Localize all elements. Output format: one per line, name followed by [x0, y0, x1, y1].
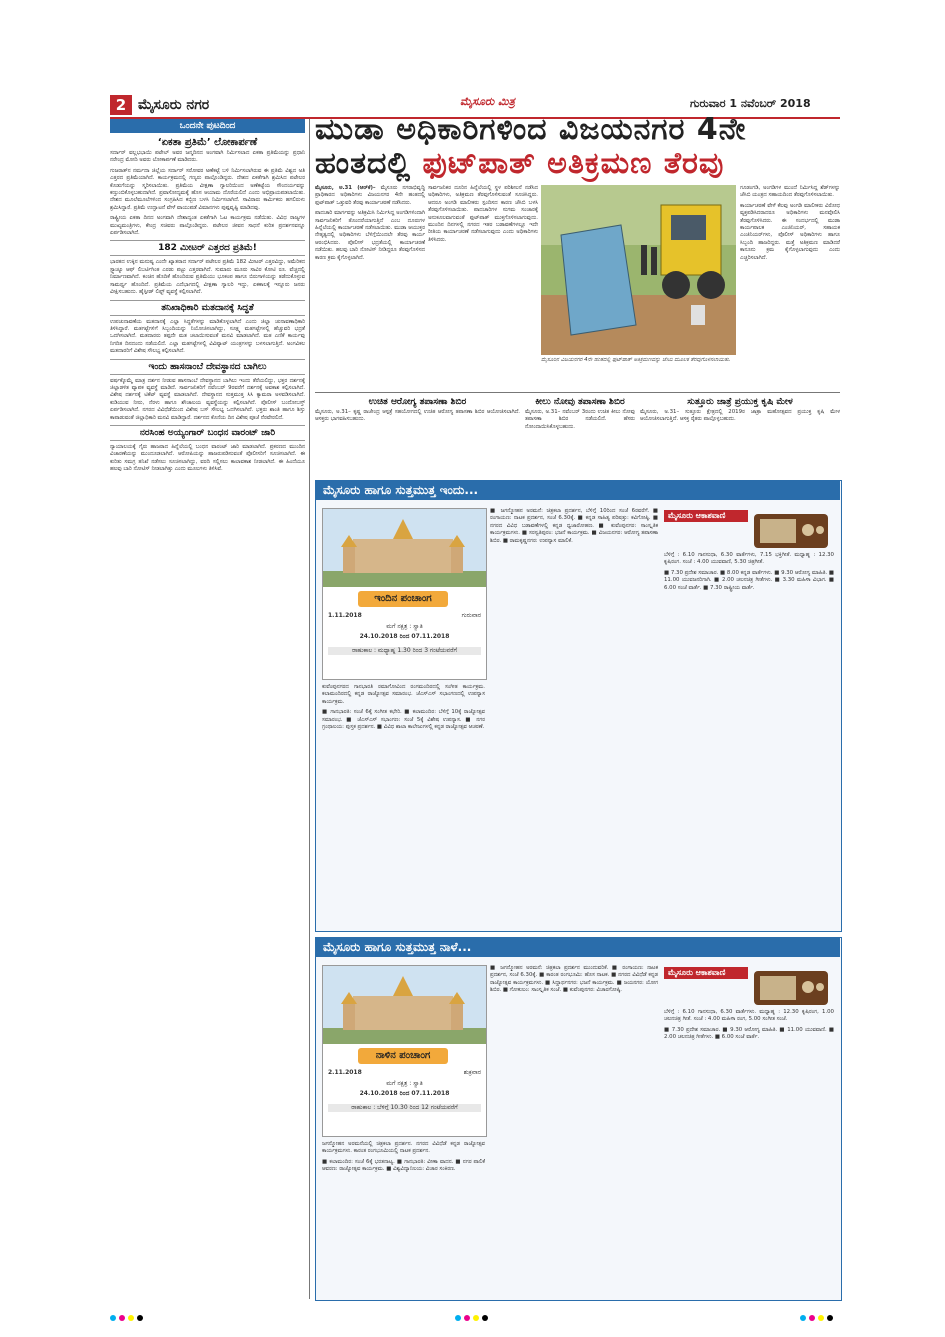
tomorrow-radio-text: ಬೆಳಿಗ್ಗೆ : 6.10 ಗಾನಸುಧಾ, 6.30 ವಾರ್ತೆಗಳು. ಮಧ್ಯಾಹ್ನ : 12.30 ಕೃಷಿರಂಗ, 1.00 ಚಲನಚಿತ್ರ ಗೀತೆ. ಸಂಜೆ : 4.00 ಮಹಿಳಾ ರಂಗ, 5.00 ಸಂಗೀತ ಸಂಜೆ. ■ 7.30 ಪ್ರದೇಶ ಸಮಾಚಾರ. ■ 9.30 ಆರೋಗ್ಯ ಮಾಹಿತಿ. ■ 11.00 ಯುವವಾಣಿ. ■ 2.00 ಚಲನಚಿತ್ರ ಗೀತೆಗಳು. ■ 6.00 ಸಂಜೆ ವಾರ್ತೆ.: [664, 1009, 834, 1041]
today-nakshatra: ಮಗೆ ನಕ್ಷತ್ರ : ಸ್ವಾತಿ: [386, 623, 423, 630]
today-radio-text: ಬೆಳಿಗ್ಗೆ : 6.10 ಗಾನಸುಧಾ, 6.30 ವಾರ್ತೆಗಳು, 7.15 ಭಕ್ತಿಗೀತೆ. ಮಧ್ಯಾಹ್ನ : 12.30 ಕೃಷಿರಂಗ. ಸಂಜೆ : 4.00 ಯುವವಾಣಿ, 5.30 ಚಿತ್ರಗೀತೆ. ■ 7.30 ಪ್ರದೇಶ ಸಮಾಚಾರ. ■ 8.00 ಕನ್ನಡ ವಾರ್ತೆಗಳು. ■ 9.30 ಆರೋಗ್ಯ ಮಾಹಿತಿ. ■ 11.00 ಯುವಜನರಿಗಾಗಿ. ■ 2.00 ಚಲನಚಿತ್ರ ಗೀತೆಗಳು. ■ 3.30 ಮಹಿಳಾ ವಿಭಾಗ. ■ 6.00 ಸಂಜೆ ವಾರ್ತೆ. ■ 7.30 ರಾಷ್ಟ್ರೀಯ ವಾರ್ತೆ.: [664, 552, 834, 591]
today-radio-head: ಮೈಸೂರು ಆಕಾಶವಾಣಿ: [664, 510, 748, 522]
today-day: ಗುರುವಾರ: [461, 612, 481, 619]
tomorrow-rahukala: ರಾಹುಕಾಲ : ಬೆಳಿಗ್ಗೆ 10.30 ರಿಂದ 12 ಗಂಟೆಯವರೆಗೆ: [328, 1104, 481, 1112]
masthead: ಮೈಸೂರು ಮಿತ್ರ: [460, 95, 515, 108]
subhead-warrant: ನರಸಿಂಹ ಅಯ್ಯಂಗಾರ್ ಬಂಧನ ವಾರಂಟ್ ಜಾರಿ: [110, 425, 305, 441]
page-number: 2: [110, 95, 132, 115]
lead-headline-line1: ಮುಡಾ ಅಧಿಕಾರಿಗಳಿಂದ ವಿಜಯನಗರ 4ನೇ: [315, 112, 747, 147]
today-period: 24.10.2018 ರಿಂದ 07.11.2018: [359, 633, 450, 640]
section-title: ಮೈಸೂರು ನಗರ: [138, 97, 210, 113]
brief-joint-camp: ಕೀಲು ನೋವು ತಪಾಸಣಾ ಶಿಬಿರ ಮೈಸೂರು, ಅ.31– ನವೆಂಬರ್ 3ರಂದು ಉಚಿತ ಕೀಲು ನೋವು ತಪಾಸಣಾ ಶಿಬಿರ ನಡೆಯಲಿದೆ. ಹೆಸರು ನೋಂದಾಯಿಸಿಕೊಳ್ಳಬಹುದು.: [525, 397, 635, 430]
issue-date: ಗುರುವಾರ 1 ನವೆಂಬರ್ 2018: [690, 97, 811, 110]
today-panchanga-banner: ಇಂದಿನ ಪಂಚಾಂಗ: [358, 591, 448, 607]
print-marks-center: [455, 1306, 491, 1325]
today-events-col2: ■ ಜಗನ್ಮೋಹನ ಅರಮನೆ: ಚಿತ್ರಕಲಾ ಪ್ರದರ್ಶನ, ಬೆಳಿಗ್ಗೆ 10ರಿಂದ ಸಂಜೆ 6ರವರೆಗೆ. ■ ರಂಗಾಯಣ: ನಾಟಕ ಪ್ರದರ್ಶನ, ಸಂಜೆ 6.30ಕ್ಕೆ. ■ ಕನ್ನಡ ಸಾಹಿತ್ಯ ಪರಿಷತ್ತು: ಕವಿಗೋಷ್ಠಿ. ■ ನಗರದ ವಿವಿಧ ಬಡಾವಣೆಗಳಲ್ಲಿ ಕನ್ನಡ ಧ್ವಜಾರೋಹಣ. ■ ಕುವೆಂಪುನಗರ: ಸಾಂಸ್ಕೃತಿಕ ಕಾರ್ಯಕ್ರಮಗಳು. ■ ಸರಸ್ವತಿಪುರಂ: ಭಜನೆ ಕಾರ್ಯಕ್ರಮ. ■ ವಿಜಯನಗರ: ಆರೋಗ್ಯ ತಪಾಸಣಾ ಶಿಬಿರ. ■ ರಾಮಕೃಷ್ಣನಗರ: ಉಪನ್ಯಾಸ ಮಾಲಿಕೆ.: [490, 508, 658, 544]
lead-headline-highlight: ಫುಟ್‌ಪಾತ್ ಅತಿಕ್ರಮಣ ತೆರವು: [422, 146, 725, 181]
today-rahukala: ರಾಹುಕಾಲ : ಮಧ್ಯಾಹ್ನ 1.30 ರಿಂದ 3 ಗಂಟೆಯವರೆಗೆ: [328, 647, 481, 655]
left-column: ‘ಏಕತಾ ಪ್ರತಿಮೆ’ ಲೋಕಾರ್ಪಣೆ ಸರ್ದಾರ್ ವಲ್ಲಭಭಾಯಿ ಪಟೇಲ್ ಅವರ ಜನ್ಮದಿನದ ಅಂಗವಾಗಿ ನಿರ್ಮಿಸಲಾದ ಏಕತಾ ಪ್ರತಿಮೆಯನ್ನು ಪ್ರಧಾನಿ ನರೇಂದ್ರ ಮೋದಿ ಅವರು ಲೋಕಾರ್ಪಣೆ ಮಾಡಿದರು. ಗುಜರಾತ್‌ನ ನರ್ಮದಾ ಜಿಲ್ಲೆಯ ಸರ್ದಾರ್ ಸರೋವರ ಅಣೆಕಟ್ಟೆ ಬಳಿ ನಿರ್ಮಿಸಲಾಗಿರುವ ಈ ಪ್ರತಿಮೆ ವಿಶ್ವದ ಅತಿ ಎತ್ತರದ ಪ್ರತಿಮೆಯಾಗಿದೆ. ಕಾರ್ಯಕ್ರಮದಲ್ಲಿ ಗಣ್ಯರು ಪಾಲ್ಗೊಂಡಿದ್ದರು. ದೇಶದ ಏಕತೆಗಾಗಿ ಶ್ರಮಿಸಿದ ಪಟೇಲರ ಕೊಡುಗೆಯನ್ನು ಸ್ಮರಿಸಲಾಯಿತು. ಪ್ರತಿಮೆಯ ವೀಕ್ಷಣಾ ಗ್ಯಾಲರಿಯಿಂದ ಅಣೆಕಟ್ಟೆಯ ಸೌಂದರ್ಯವನ್ನು ಕಣ್ತುಂಬಿಕೊಳ್ಳಬಹುದಾಗಿದೆ. ಪ್ರವಾಸೋದ್ಯಮಕ್ಕೆ ಹೊಸ ಆಯಾಮ ದೊರೆಯಲಿದೆ ಎಂದು ಅಭಿಪ್ರಾಯಪಡಲಾಯಿತು. ದೇಶದ ಮೂಲೆಮೂಲೆಗಳಿಂದ ಸಂಗ್ರಹಿಸಿದ ಕಬ್ಬಿಣ ಬಳಸಿ ನಿರ್ಮಿಸಲಾಗಿದೆ. ಸಾವಿರಾರು ಕಾರ್ಮಿಕರು ಹಗಲಿರುಳು ಶ್ರಮಿಸಿದ್ದಾರೆ. ಪ್ರತಿಮೆ ಉದ್ಘಾಟನೆ ವೇಳೆ ವಾಯುಪಡೆ ವಿಮಾನಗಳು ಪುಷ್ಪವೃಷ್ಟಿ ಮಾಡಿದವು. ರಾಷ್ಟ್ರೀಯ ಏಕತಾ ದಿನದ ಅಂಗವಾಗಿ ದೇಶಾದ್ಯಂತ ಏಕತೆಗಾಗಿ ಓಟ ಕಾರ್ಯಕ್ರಮ ನಡೆಯಿತು. ವಿವಿಧ ರಾಜ್ಯಗಳ ಮುಖ್ಯಮಂತ್ರಿಗಳು, ಕೇಂದ್ರ ಸಚಿವರು ಪಾಲ್ಗೊಂಡಿದ್ದರು. ಪಟೇಲರ ಜೀವನ ಸಾಧನೆ ಕುರಿತ ಪ್ರದರ್ಶನವನ್ನೂ ಏರ್ಪಡಿಸಲಾಗಿದೆ. 182 ಮೀಟರ್ ಎತ್ತರದ ಪ್ರತಿಮೆ! ಭಾರತದ ಉಕ್ಕಿನ ಮನುಷ್ಯ ಎಂದೇ ಖ್ಯಾತರಾದ ಸರ್ದಾರ್ ಪಟೇಲರ ಪ್ರತಿಮೆ 182 ಮೀಟರ್ ಎತ್ತರವಿದ್ದು, ಅಮೆರಿಕದ ಸ್ಟ್ಯಾಚ್ಯೂ ಆಫ್ ಲಿಬರ್ಟಿಗಿಂತ ಎರಡು ಪಟ್ಟು ಎತ್ತರವಾಗಿದೆ. ಸುಮಾರು ಮೂರು ಸಾವಿರ ಕೋಟಿ ರೂ. ವೆಚ್ಚದಲ್ಲಿ ನಿರ್ಮಾಣವಾಗಿದೆ. ಕಂಚಿನ ಹೊದಿಕೆ ಹೊಂದಿರುವ ಪ್ರತಿಮೆಯು ಭೂಕಂಪ ಹಾಗೂ ಬಿರುಗಾಳಿಯನ್ನು ತಡೆದುಕೊಳ್ಳುವ ಸಾಮರ್ಥ್ಯ ಹೊಂದಿದೆ. ಪ್ರತಿಮೆಯ ಎದೆಭಾಗದಲ್ಲಿ ವೀಕ್ಷಣಾ ಗ್ಯಾಲರಿ ಇದ್ದು, ಏಕಕಾಲಕ್ಕೆ ಇನ್ನೂರು ಜನರು ವೀಕ್ಷಿಸಬಹುದು. ಹೈಸ್ಪೀಡ್ ಲಿಫ್ಟ್ ವ್ಯವಸ್ಥೆ ಕಲ್ಪಿಸಲಾಗಿದೆ. ತನಿಖಾಧಿಕಾರಿ ಮತದಾನಕ್ಕೆ ಸಿದ್ಧತೆ ಉಪಚುನಾವಣೆಯ ಮತದಾನಕ್ಕೆ ಎಲ್ಲಾ ಸಿದ್ಧತೆಗಳನ್ನು ಮಾಡಿಕೊಳ್ಳಲಾಗಿದೆ ಎಂದು ಜಿಲ್ಲಾ ಚುನಾವಣಾಧಿಕಾರಿ ತಿಳಿಸಿದ್ದಾರೆ. ಮತಗಟ್ಟೆಗಳಿಗೆ ಸಿಬ್ಬಂದಿಯನ್ನು ನಿಯೋಜಿಸಲಾಗಿದ್ದು, ಸೂಕ್ಷ್ಮ ಮತಗಟ್ಟೆಗಳಲ್ಲಿ ಹೆಚ್ಚುವರಿ ಭದ್ರತೆ ಒದಗಿಸಲಾಗಿದೆ. ಮತದಾರರು ತಪ್ಪದೇ ಮತ ಚಲಾಯಿಸುವಂತೆ ಮನವಿ ಮಾಡಲಾಗಿದೆ. ಮತ ಎಣಿಕೆ ಕಾರ್ಯವು ನಿಗದಿತ ದಿನದಂದು ನಡೆಯಲಿದೆ. ಎಲ್ಲಾ ಮತಗಟ್ಟೆಗಳಲ್ಲಿ ವಿವಿಪ್ಯಾಟ್ ಯಂತ್ರಗಳನ್ನು ಬಳಸಲಾಗುತ್ತಿದೆ. ಅಂಗವಿಕಲ ಮತದಾರರಿಗೆ ವಿಶೇಷ ಸೌಲಭ್ಯ ಕಲ್ಪಿಸಲಾಗಿದೆ. ಇಂದು ಹಾಸನಾಂಬೆ ದೇವಸ್ಥಾನದ ಬಾಗಿಲು ವರ್ಷಕ್ಕೊಮ್ಮೆ ಮಾತ್ರ ದರ್ಶನ ನೀಡುವ ಹಾಸನಾಂಬೆ ದೇವಸ್ಥಾನದ ಬಾಗಿಲು ಇಂದು ತೆರೆಯಲಿದ್ದು, ಭಕ್ತರ ದರ್ಶನಕ್ಕೆ ಜಿಲ್ಲಾಡಳಿತ ವ್ಯಾಪಕ ವ್ಯವಸ್ಥೆ ಮಾಡಿದೆ. ಸಾರ್ವಜನಿಕರಿಗೆ ನವೆಂಬರ್ 9ರವರೆಗೆ ದರ್ಶನಕ್ಕೆ ಅವಕಾಶ ಕಲ್ಪಿಸಲಾಗಿದೆ. ವಿಶೇಷ ದರ್ಶನಕ್ಕೆ ಟಿಕೆಟ್ ವ್ಯವಸ್ಥೆ ಮಾಡಲಾಗಿದೆ. ದೇವಸ್ಥಾನದ ಸುತ್ತಮುತ್ತ ಸಿಸಿ ಕ್ಯಾಮರಾ ಅಳವಡಿಸಲಾಗಿದೆ. ಕುಡಿಯುವ ನೀರು, ನೆರಳು ಹಾಗೂ ಶೌಚಾಲಯ ವ್ಯವಸ್ಥೆಯನ್ನು ಕಲ್ಪಿಸಲಾಗಿದೆ. ಪೊಲೀಸ್ ಬಂದೋಬಸ್ತ್ ಏರ್ಪಡಿಸಲಾಗಿದೆ. ನಗರದ ವಿವಿಧೆಡೆಯಿಂದ ವಿಶೇಷ ಬಸ್ ಸೌಲಭ್ಯ ಒದಗಿಸಲಾಗಿದೆ. ಭಕ್ತರು ಶಾಂತಿ ಹಾಗೂ ಶಿಸ್ತು ಕಾಪಾಡುವಂತೆ ಜಿಲ್ಲಾಧಿಕಾರಿ ಮನವಿ ಮಾಡಿದ್ದಾರೆ. ದರ್ಶನದ ಕೊನೆಯ ದಿನ ವಿಶೇಷ ಪೂಜೆ ನೆರವೇರಲಿದೆ. ನರಸಿಂಹ ಅಯ್ಯಂಗಾರ್ ಬಂಧನ ವಾರಂಟ್ ಜಾರಿ ನ್ಯಾಯಾಲಯಕ್ಕೆ ಗೈರು ಹಾಜರಾದ ಹಿನ್ನೆಲೆಯಲ್ಲಿ ಬಂಧನ ವಾರಂಟ್ ಜಾರಿ ಮಾಡಲಾಗಿದೆ. ಪ್ರಕರಣದ ಮುಂದಿನ ವಿಚಾರಣೆಯನ್ನು ಮುಂದೂಡಲಾಗಿದೆ. ಆರೋಪಿಯನ್ನು ಹಾಜರುಪಡಿಸುವಂತೆ ಪೊಲೀಸರಿಗೆ ಸೂಚಿಸಲಾಗಿದೆ. ಈ ಕುರಿತು ಸಮಗ್ರ ತನಿಖೆ ನಡೆಸಲು ಸೂಚಿಸಲಾಗಿದ್ದು, ವರದಿ ಸಲ್ಲಿಸಲು ಕಾಲಾವಕಾಶ ನೀಡಲಾಗಿದೆ. ಈ ಹಿಂದೆಯೂ ಹಲವು ಬಾರಿ ನೋಟಿಸ್ ನೀಡಲಾಗಿತ್ತು ಎಂದು ಮೂಲಗಳು ತಿಳಿಸಿವೆ.: [110, 137, 305, 473]
tomorrow-radio-head: ಮೈಸೂರು ಆಕಾಶವಾಣಿ: [664, 967, 748, 979]
brief-health-camp: ಉಚಿತ ಆರೋಗ್ಯ ತಪಾಸಣಾ ಶಿಬಿರ ಮೈಸೂರು, ಅ.31– ಕೃಷ್ಣ ರಾಜೇಂದ್ರ ಆಸ್ಪತ್ರೆ ಸಹಯೋಗದಲ್ಲಿ ಉಚಿತ ಆರೋಗ್ಯ ತಪಾಸಣಾ ಶಿಬಿರ ಆಯೋಜಿಸಲಾಗಿದೆ. ಆಸಕ್ತರು ಭಾಗವಹಿಸಬಹುದು.: [315, 397, 520, 423]
lead-headline-line2: ಹಂತದಲ್ಲಿ ಫುಟ್‌ಪಾತ್ ಅತಿಕ್ರಮಣ ತೆರವು: [315, 146, 725, 181]
subhead-statue-height: 182 ಮೀಟರ್ ಎತ್ತರದ ಪ್ರತಿಮೆ!: [110, 240, 305, 256]
tomorrow-panchanga-card: [322, 965, 487, 1137]
story1-text: ಸರ್ದಾರ್ ವಲ್ಲಭಭಾಯಿ ಪಟೇಲ್ ಅವರ ಜನ್ಮದಿನದ ಅಂಗವಾಗಿ ನಿರ್ಮಿಸಲಾದ ಏಕತಾ ಪ್ರತಿಮೆಯನ್ನು ಪ್ರಧಾನಿ ನರೇಂದ್ರ ಮೋದಿ ಅವರು ಲೋಕಾರ್ಪಣೆ ಮಾಡಿದರು.: [110, 150, 305, 164]
lead-story-col2: ಸಾರ್ವಜನಿಕರ ದೂರಿನ ಹಿನ್ನೆಲೆಯಲ್ಲಿ ಸ್ಥಳ ಪರಿಶೀಲನೆ ನಡೆಸಿದ ಅಧಿಕಾರಿಗಳು, ಅತಿಕ್ರಮಣ ತೆರವುಗೊಳಿಸುವಂತೆ ಸೂಚಿಸಿದ್ದರು. ಆದರೂ ಅಂಗಡಿ ಮಾಲೀಕರು ಸ್ಪಂದಿಸದ ಕಾರಣ ಜೆಸಿಬಿ ಬಳಸಿ ತೆರವುಗೊಳಿಸಲಾಯಿತು. ಪಾದಚಾರಿಗಳ ಸುಗಮ ಸಂಚಾರಕ್ಕೆ ಅನುಕೂಲವಾಗುವಂತೆ ಫುಟ್‌ಪಾತ್ ಮುಕ್ತಗೊಳಿಸಲಾಗುವುದು. ಮುಂದಿನ ದಿನಗಳಲ್ಲಿ ನಗರದ ಇತರ ಬಡಾವಣೆಗಳಲ್ಲೂ ಇದೇ ರೀತಿಯ ಕಾರ್ಯಾಚರಣೆ ನಡೆಸಲಾಗುವುದು ಎಂದು ಅಧಿಕಾರಿಗಳು ತಿಳಿಸಿದರು.: [428, 185, 538, 243]
tomorrow-date: 2.11.2018: [328, 1069, 362, 1076]
tomorrow-nakshatra: ಮಗೆ ನಕ್ಷತ್ರ : ಸ್ವಾತಿ: [386, 1080, 423, 1087]
tomorrow-banner: ಮೈಸೂರು ಹಾಗೂ ಸುತ್ತಮುತ್ತ ನಾಳೆ...: [315, 937, 840, 957]
tomorrow-events-col2: ■ ಜಗನ್ಮೋಹನ ಅರಮನೆ: ಚಿತ್ರಕಲಾ ಪ್ರದರ್ಶನ ಮುಂದುವರಿಕೆ. ■ ರಂಗಾಯಣ: ನಾಟಕ ಪ್ರದರ್ಶನ, ಸಂಜೆ 6.30ಕ್ಕೆ. ■ ಕಾರಂತ ರಂಗಭೂಮಿ: ಹೊಸ ನಾಟಕ. ■ ನಗರದ ವಿವಿಧೆಡೆ ಕನ್ನಡ ರಾಜ್ಯೋತ್ಸವ ಕಾರ್ಯಕ್ರಮಗಳು. ■ ಸಿದ್ದಾರ್ಥನಗರ: ಭಜನೆ ಕಾರ್ಯಕ್ರಮ. ■ ಜಯನಗರ: ಯೋಗ ಶಿಬಿರ. ■ ಗೋಕುಲಂ: ಸಾಂಸ್ಕೃತಿಕ ಸಂಜೆ. ■ ಕುವೆಂಪುನಗರ: ವಿಚಾರಗೋಷ್ಠಿ.: [490, 965, 658, 994]
tomorrow-day: ಶುಕ್ರವಾರ: [463, 1069, 481, 1076]
lead-story-col1: ಮೈಸೂರು, ಅ.31 (ಆರ್‌ಕೆ)– ಮೈಸೂರು ನಗರಾಭಿವೃದ್ಧಿ ಪ್ರಾಧಿಕಾರದ ಅಧಿಕಾರಿಗಳು ವಿಜಯನಗರ 4ನೇ ಹಂತದಲ್ಲಿ ಫುಟ್‌ಪಾತ್ ಒತ್ತುವರಿ ತೆರವು ಕಾರ್ಯಾಚರಣೆ ನಡೆಸಿದರು. ಪಾದಚಾರಿ ಮಾರ್ಗವನ್ನು ಅತಿಕ್ರಮಿಸಿ ನಿರ್ಮಿಸಿದ್ದ ಅಂಗಡಿಗಳಿಂದಾಗಿ ಸಾರ್ವಜನಿಕರಿಗೆ ತೊಂದರೆಯಾಗುತ್ತಿದೆ ಎಂಬ ದೂರುಗಳ ಹಿನ್ನೆಲೆಯಲ್ಲಿ ಕಾರ್ಯಾಚರಣೆ ನಡೆಸಲಾಯಿತು. ಮುಡಾ ಆಯುಕ್ತರ ನೇತೃತ್ವದಲ್ಲಿ ಅಧಿಕಾರಿಗಳು ಬೆಳಿಗ್ಗೆಯಿಂದಲೇ ತೆರವು ಕಾರ್ಯ ಆರಂಭಿಸಿದರು. ಪೊಲೀಸ್ ಭದ್ರತೆಯಲ್ಲಿ ಕಾರ್ಯಾಚರಣೆ ನಡೆಯಿತು. ಹಲವು ಬಾರಿ ನೋಟಿಸ್ ನೀಡಿದ್ದರೂ ತೆರವುಗೊಳಿಸದ ಕಾರಣ ಕ್ರಮ ಕೈಗೊಳ್ಳಲಾಗಿದೆ.: [315, 185, 425, 261]
print-marks-right: [800, 1306, 836, 1325]
column-divider: [309, 119, 310, 1299]
lead-story-col3: ಗೂಡಂಗಡಿ, ಅಂಗಡಿಗಳ ಮುಂದೆ ನಿರ್ಮಿಸಿದ್ದ ಶೆಡ್‌ಗಳನ್ನು ಜೆಸಿಬಿ ಯಂತ್ರದ ಸಹಾಯದಿಂದ ತೆರವುಗೊಳಿಸಲಾಯಿತು. ಕಾರ್ಯಾಚರಣೆ ವೇಳೆ ಕೆಲವು ಅಂಗಡಿ ಮಾಲೀಕರು ವಿರೋಧ ವ್ಯಕ್ತಪಡಿಸಿದರಾದರೂ ಅಧಿಕಾರಿಗಳು ಮನವೊಲಿಸಿ ತೆರವುಗೊಳಿಸಿದರು. ಈ ಸಂದರ್ಭದಲ್ಲಿ ಮುಡಾ ಕಾರ್ಯಪಾಲಕ ಎಂಜಿನಿಯರ್, ಸಹಾಯಕ ಎಂಜಿನಿಯರ್‌ಗಳು, ಪೊಲೀಸ್ ಅಧಿಕಾರಿಗಳು ಹಾಗೂ ಸಿಬ್ಬಂದಿ ಹಾಜರಿದ್ದರು. ಮತ್ತೆ ಅತಿಕ್ರಮಣ ಮಾಡಿದರೆ ಕಾನೂನು ಕ್ರಮ ಕೈಗೊಳ್ಳಲಾಗುವುದು ಎಂದು ಎಚ್ಚರಿಸಲಾಗಿದೆ.: [740, 185, 840, 261]
subhead-hasanamba: ಇಂದು ಹಾಸನಾಂಬೆ ದೇವಸ್ಥಾನದ ಬಾಗಿಲು: [110, 359, 305, 375]
tomorrow-panchanga-banner: ನಾಳಿನ ಪಂಚಾಂಗ: [358, 1048, 448, 1064]
story1-title: ‘ಏಕತಾ ಪ್ರತಿಮೆ’ ಲೋಕಾರ್ಪಣೆ: [157, 137, 258, 148]
continuation-band: ಒಂದನೇ ಪುಟದಿಂದ: [110, 119, 305, 133]
briefs-top-rule: [315, 392, 840, 393]
today-date: 1.11.2018: [328, 612, 362, 619]
lead-photo-caption: ಮೈಸೂರಿನ ವಿಜಯನಗರ 4ನೇ ಹಂತದಲ್ಲಿ ಫುಟ್‌ಪಾತ್ ಅತಿಕ್ರಮಣವನ್ನು ಜೆಸಿಬಿ ಮೂಲಕ ತೆರವುಗೊಳಿಸಲಾಯಿತು.: [541, 357, 731, 363]
tomorrow-period: 24.10.2018 ರಿಂದ 07.11.2018: [359, 1090, 450, 1097]
brief-krishi-mela: ಸುತ್ತೂರು ಜಾತ್ರೆ ಪ್ರಯುಕ್ತ ಕೃಷಿ ಮೇಳ ಮೈಸೂರು, ಅ.31– ಸುತ್ತೂರು ಕ್ಷೇತ್ರದಲ್ಲಿ 2019ರ ಜಾತ್ರಾ ಮಹೋತ್ಸವದ ಪ್ರಯುಕ್ತ ಕೃಷಿ ಮೇಳ ಆಯೋಜಿಸಲಾಗುತ್ತಿದೆ. ಆಸಕ್ತ ರೈತರು ಪಾಲ್ಗೊಳ್ಳಬಹುದು.: [640, 397, 840, 423]
subhead-election: ತನಿಖಾಧಿಕಾರಿ ಮತದಾನಕ್ಕೆ ಸಿದ್ಧತೆ: [110, 300, 305, 316]
today-events-col1: ಕುವೆಂಪುನಗರದ ಗಾನಭಾರತಿ ರಮಾಗೋವಿಂದ ರಂಗಮಂದಿರದಲ್ಲಿ ಸಂಗೀತ ಕಾರ್ಯಕ್ರಮ. ಕಲಾಮಂದಿರದಲ್ಲಿ ಕನ್ನಡ ರಾಜ್ಯೋತ್ಸವ ಸಮಾರಂಭ. ಜೆಎಸ್‌ಎಸ್ ಸಭಾಂಗಣದಲ್ಲಿ ಉಪನ್ಯಾಸ ಕಾರ್ಯಕ್ರಮ. ■ ಗಾನಭಾರತಿ: ಸಂಜೆ 6ಕ್ಕೆ ಸಂಗೀತ ಕಛೇರಿ. ■ ಕಲಾಮಂದಿರ: ಬೆಳಿಗ್ಗೆ 10ಕ್ಕೆ ರಾಜ್ಯೋತ್ಸವ ಸಮಾರಂಭ. ■ ಜೆಎಸ್‌ಎಸ್ ಸಭಾಂಗಣ: ಸಂಜೆ 5ಕ್ಕೆ ವಿಶೇಷ ಉಪನ್ಯಾಸ. ■ ನಗರ ಗ್ರಂಥಾಲಯ: ಪುಸ್ತಕ ಪ್ರದರ್ಶನ. ■ ವಿವಿಧ ಶಾಲಾ ಕಾಲೇಜುಗಳಲ್ಲಿ ಕನ್ನಡ ರಾಜ್ಯೋತ್ಸವ ಆಚರಣೆ.: [322, 684, 485, 731]
mysore-palace-image: [323, 509, 486, 587]
tomorrow-events-col1: ಜಗನ್ಮೋಹನ ಅರಮನೆಯಲ್ಲಿ ಚಿತ್ರಕಲಾ ಪ್ರದರ್ಶನ. ನಗರದ ವಿವಿಧೆಡೆ ಕನ್ನಡ ರಾಜ್ಯೋತ್ಸವ ಕಾರ್ಯಕ್ರಮಗಳು. ಕಾರಂತ ರಂಗಭೂಮಿಯಲ್ಲಿ ನಾಟಕ ಪ್ರದರ್ಶನ. ■ ಕಲಾಮಂದಿರ: ಸಂಜೆ 6ಕ್ಕೆ ಭರತನಾಟ್ಯ. ■ ಗಾನಭಾರತಿ: ವೀಣಾ ವಾದನ. ■ ನಗರ ಪಾಲಿಕೆ ಆವರಣ: ರಾಜ್ಯೋತ್ಸವ ಕಾರ್ಯಕ್ರಮ. ■ ವಿಶ್ವವಿದ್ಯಾನಿಲಯ: ವಿಚಾರ ಸಂಕಿರಣ.: [322, 1141, 485, 1173]
today-panchanga-card: [322, 508, 487, 680]
mysore-palace-image-2: [323, 966, 486, 1044]
lead-photo: [541, 185, 736, 355]
today-banner: ಮೈಸೂರು ಹಾಗೂ ಸುತ್ತಮುತ್ತ ಇಂದು...: [315, 480, 840, 500]
print-marks-left: [110, 1306, 146, 1325]
